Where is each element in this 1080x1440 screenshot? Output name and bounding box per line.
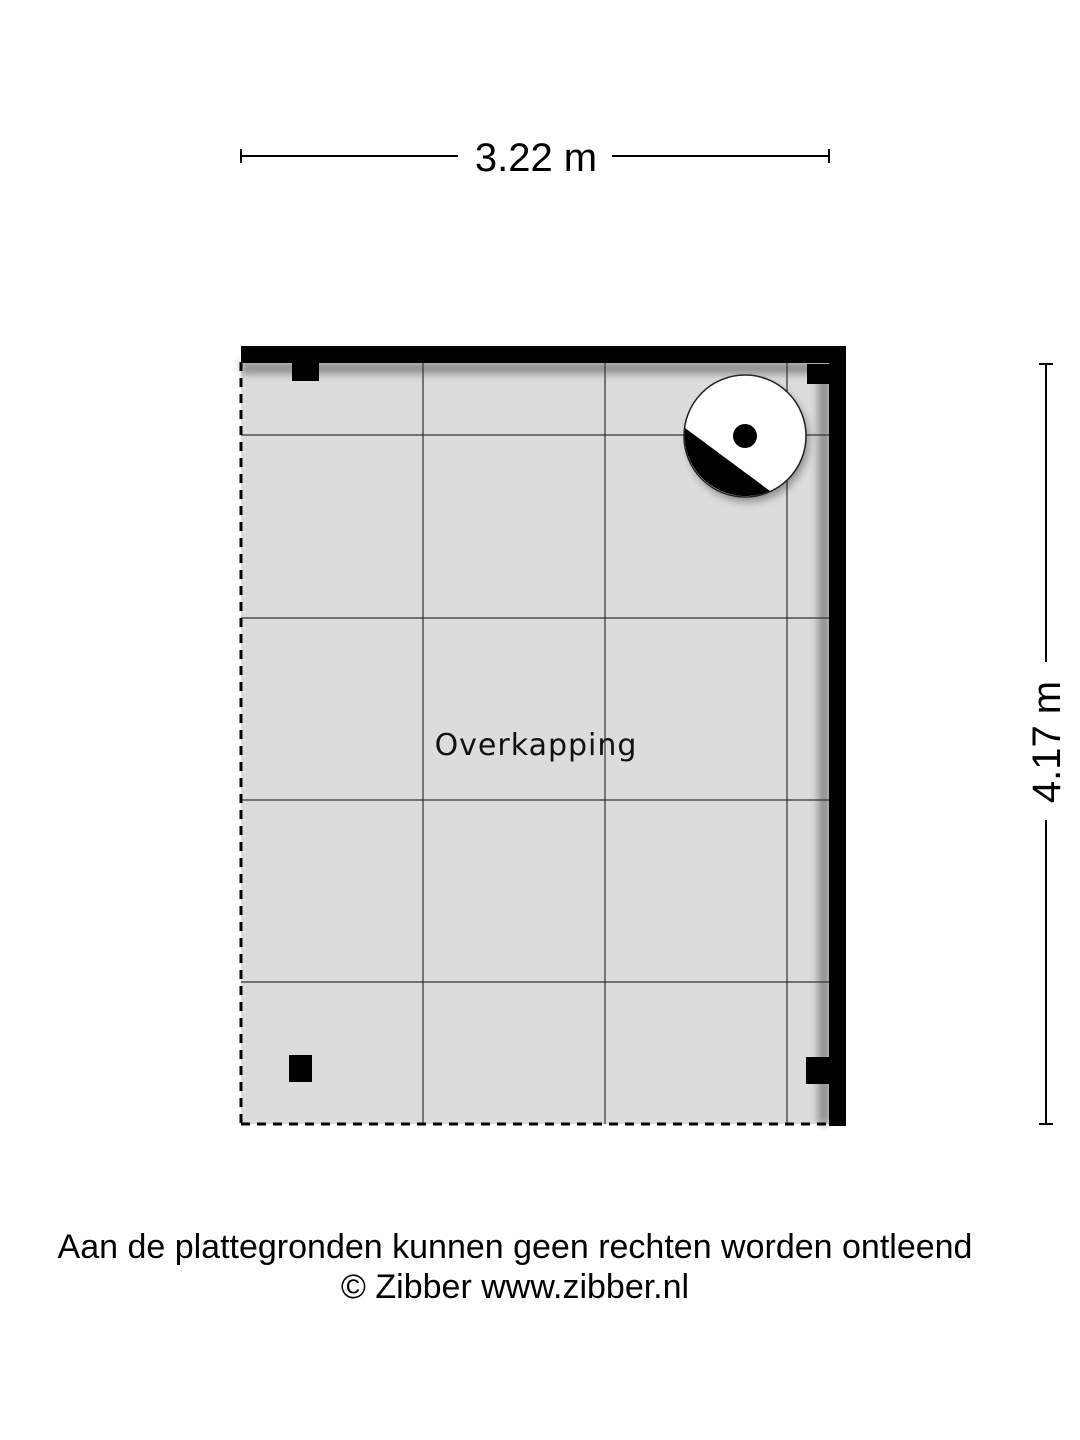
post-bottom-right: [806, 1057, 831, 1084]
right-wall: [829, 346, 846, 1126]
top-wall: [241, 346, 846, 363]
post-top-right: [807, 364, 831, 384]
height-dimension: [1025, 364, 1069, 1124]
post-top-left: [292, 362, 319, 381]
post-bottom-left: [289, 1055, 312, 1082]
width-dimension: [241, 136, 829, 180]
copyright-text: © Zibber www.zibber.nl: [340, 1268, 690, 1306]
width-label: 3.22 m: [474, 136, 598, 180]
disclaimer-text: Aan de plattegronden kunnen geen rechten worden ontleend: [57, 1228, 973, 1266]
height-label: 4.17 m: [1025, 680, 1069, 804]
room-label: Overkapping: [434, 728, 638, 763]
